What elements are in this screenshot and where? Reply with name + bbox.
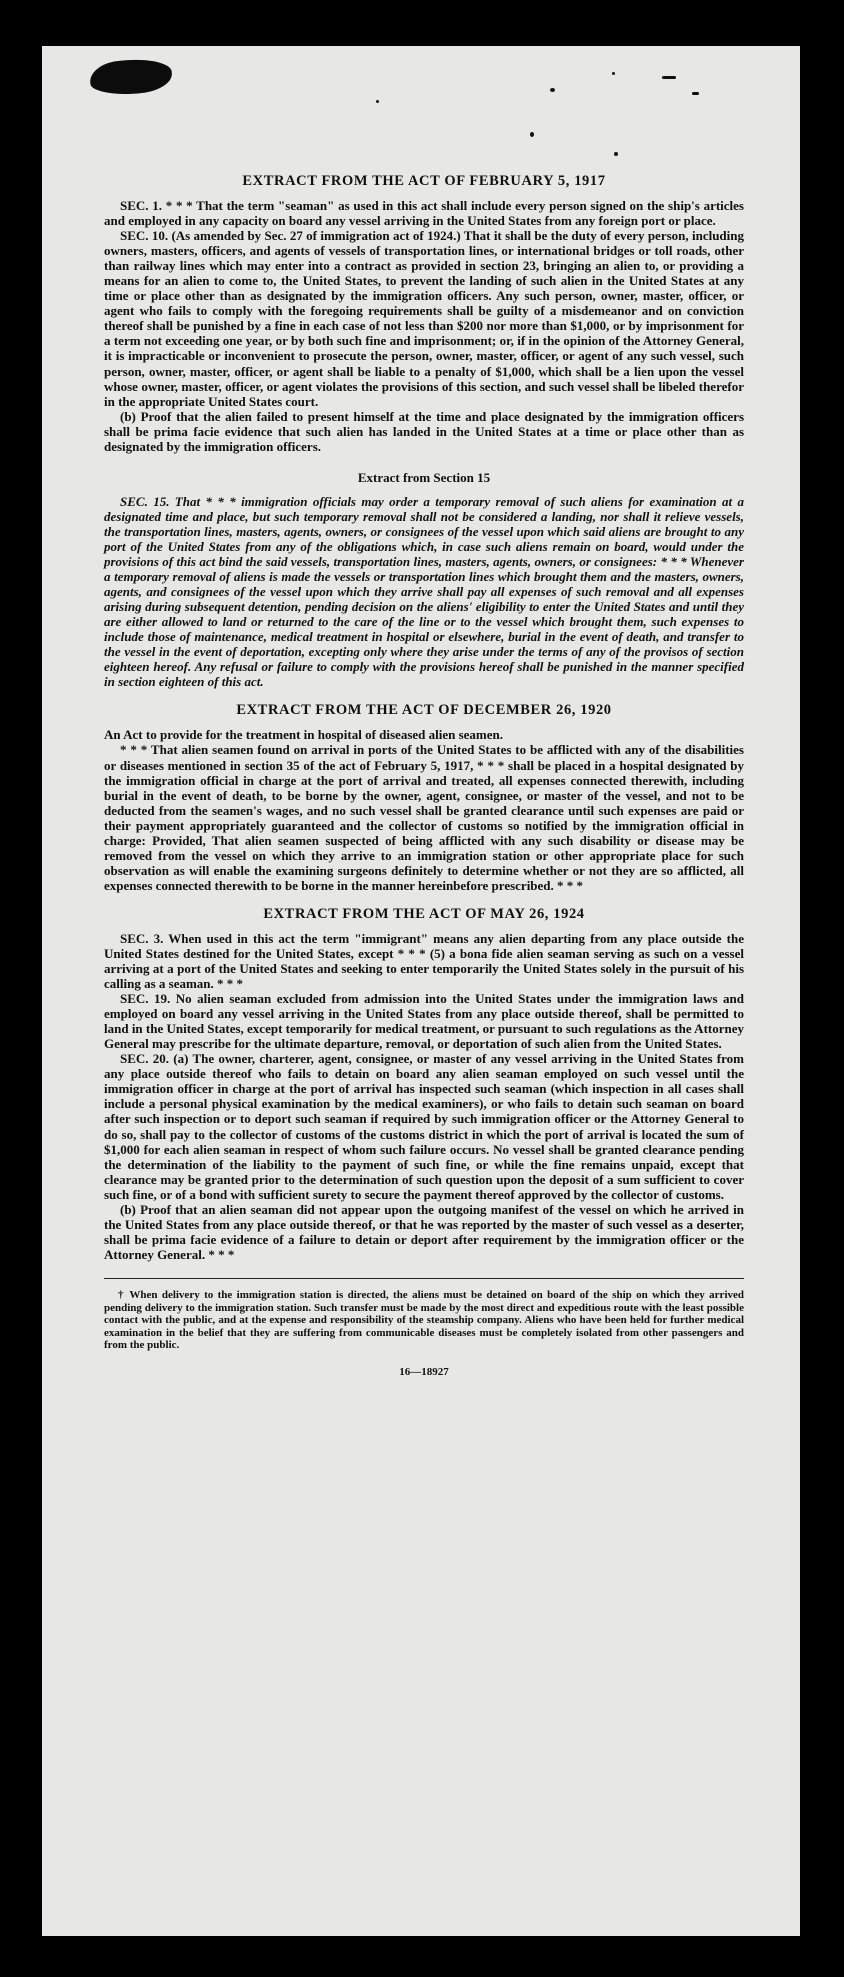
paragraph-sec-20-a: SEC. 20. (a) The owner, charterer, agent, consignee, or master of any vessel arriving in the United States from any place outside thereof who fails to detain on board any alien seaman employed on such vessel until the immigration officer in charge at the port of arrival has inspected such seaman (which inspection in all cases shall include a personal physical examination by the medical examiners), or who fails to detain such seaman on board after such inspection or to deport such seaman if required by such immigration officer or the Attorney General to do so, shall pay to the collector of customs of the customs district in which the port of arrival is located the sum of $1,000 for each alien seaman in respect of whom such failure occurs. No vessel shall be granted clearance pending the determination of the liability to the payment of such fine, or while the fine remains unpaid, except that clearance may be granted prior to the determination of such question upon the deposit of a sum sufficient to cover such fine, or of a bond with sufficient surety to secure the payment thereof approved by the collector of customs. <box>104 1051 744 1202</box>
heading-act-1920: EXTRACT FROM THE ACT OF DECEMBER 26, 1920 <box>236 702 612 719</box>
paragraph-act-1920-body: * * * That alien seamen found on arrival in ports of the United States to be afflicted with any of the disabilities or diseases mentioned in section 35 of the act of February 5, 1917, * * * shall be placed in a hospital designated by the immigration official in charge at the port of arrival and treated, all expenses connected therewith, including burial in the event of death, to be borne by the owner, agent, consignee, or master of the vessel, and not to be deducted from the seamen's wages, and no such vessel shall be granted clearance until such expenses are paid or their payment appropriately guaranteed and the collector of customs so notified by the immigration official in charge: Provided, That alien seamen suspected of being afflicted with any such disability or disease may be removed from the vessel on which they arrive to an immigration station or other appropriate place for such observation as will enable the examining surgeons definitely to determine whether or not they are so afflicted, all expenses connected therewith to be borne in the manner hereinbefore prescribed. * * * <box>104 742 744 893</box>
document-body <box>104 172 744 1378</box>
ink-speck <box>550 88 555 92</box>
paragraph-act-1920-title: An Act to provide for the treatment in hospital of diseased alien seamen. <box>104 727 504 743</box>
form-number: 16—18927 <box>399 1365 449 1378</box>
document-page <box>42 46 800 1936</box>
paragraph-sec-3: SEC. 3. When used in this act the term "immigrant" means any alien departing from any place outside the United States destined for the United States, except * * * (5) a bona fide alien seaman serving as such on a vessel arriving at a port of the United States and seeking to enter temporarily the United States solely in the pursuit of his calling as a seaman. * * * <box>104 930 744 992</box>
paragraph-sec-20-b: (b) Proof that an alien seaman did not appear upon the outgoing manifest of the vessel on which he arrived in the United States from any place outside thereof, or that he was reported by the master of such vessel as a deserter, shall be prima facie evidence of a failure to detain or deport after requirement by the immigration officer or the Attorney General. * * * <box>104 1201 744 1262</box>
ink-speck <box>376 100 379 103</box>
ink-speck <box>614 152 618 156</box>
ink-speck <box>612 72 615 75</box>
paragraph-sec-10: SEC. 10. (As amended by Sec. 27 of immigration act of 1924.) That it shall be the duty of every person, including owners, masters, officers, and agents of vessels of transportation lines, or international bridges or toll roads, other than railway lines which may enter into a contract as provided in section 23, bringing an alien to, or providing a means for an alien to come to, the United States, to prevent the landing of such alien in the United States at any time or place other than as designated by the immigration officers. Any such person, owner, master, officer, or agent who fails to comply with the foregoing requirements shall be guilty of a misdemeanor and on conviction thereof shall be punished by a fine in each case of not less than $200 nor more than $1,000, or by imprisonment for a term not exceeding one year, or by both such fine and imprisonment; or, if in the opinion of the Attorney General, it is impracticable or inconvenient to prosecute the person, owner, master, officer, or agent of any such vessel, such person, owner, master, officer, or agent shall be liable to a penalty of $1,000, which shall be a lien upon the vessel whose owner, master, officer, or agent violates the provisions of this section, and such vessel shall be libeled therefor in the appropriate United States court. <box>104 228 744 409</box>
ink-speck <box>530 132 534 137</box>
paragraph-sec-10-b: (b) Proof that the alien failed to present himself at the time and place designated by the immigration officers shall be prima facie evidence that such alien has landed in the United States at a time or place other than as designated by the immigration officers. <box>104 408 744 454</box>
ink-smudge <box>89 57 173 97</box>
paragraph-sec-19: SEC. 19. No alien seaman excluded from admission into the United States under the immigration laws and employed on board any vessel arriving in the United States from any place outside thereof, shall be permitted to land in the United States, except temporarily for medical treatment, or pursuant to such regulations as the Attorney General may prescribe for the ultimate departure, removal, or deportation of such alien from the United States. <box>104 991 744 1052</box>
footnote: † When delivery to the immigration station is directed, the aliens must be detained on board of the ship on which they arrived pending delivery to the immigration station. Such transfer must be made by the most direct and expeditious route with the least possible contact with the public, and at the expense and responsibility of the steamship company. Aliens who have been held for further medical examination in the belief that they are suffering from communicable diseases must be completely isolated from other passengers and from the public. <box>104 1288 744 1352</box>
paragraph-sec-1: SEC. 1. * * * That the term "seaman" as used in this act shall include every person signed on the ship's articles and employed in any capacity on board any vessel arriving in the United States from any foreign port or place. <box>104 198 744 229</box>
heading-section-15: Extract from Section 15 <box>357 469 491 485</box>
ink-speck <box>662 76 676 79</box>
ink-speck <box>692 92 699 95</box>
heading-act-1924: EXTRACT FROM THE ACT OF MAY 26, 1924 <box>263 905 585 922</box>
paragraph-sec-15: SEC. 15. That * * * immigration officials may order a temporary removal of such aliens for examination at a designated time and place, but such temporary removal shall not be considered a landing, nor shall it relieve vessels, the transportation lines, masters, agents, owners, or consignees of the vessel upon which said aliens are brought to any port of the United States from any of the obligations which, in case such aliens remain on board, would under the provisions of this act bind the said vessels, transportation lines, masters, agents, owners, or consignees: * * * Whenever a temporary removal of aliens is made the vessels or transportation lines which brought them and the masters, owners, agents, and consignees of the vessel upon which they arrive shall pay all expenses of such removal and all expenses arising during subsequent detention, pending decision on the aliens' eligibility to enter the United States and until they are either allowed to land or returned to the care of the line or to the vessel which brought them, such expenses to include those of maintenance, medical treatment in hospital or elsewhere, burial in the event of death, and transfer to the vessel in the event of deportation, excepting only where they arise under the terms of any of the provisos of section eighteen hereof. Any refusal or failure to comply with the provisions hereof shall be punished in the manner specified in section eighteen of this act. <box>104 493 744 690</box>
footnote-divider <box>104 1278 744 1279</box>
heading-act-1917: EXTRACT FROM THE ACT OF FEBRUARY 5, 1917 <box>242 173 606 189</box>
